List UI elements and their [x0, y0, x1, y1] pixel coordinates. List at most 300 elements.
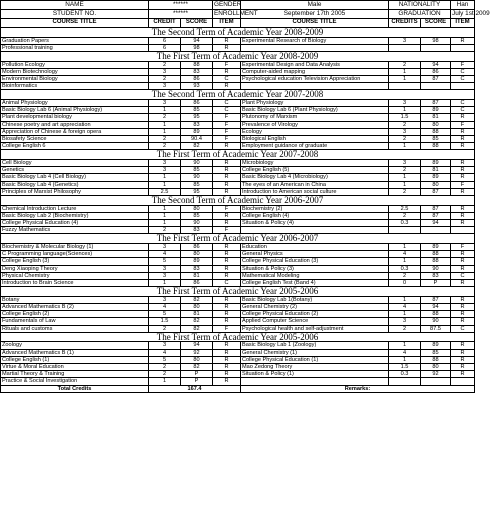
course-score: 85	[181, 181, 213, 188]
course-title: Biosafety Science	[1, 136, 149, 143]
column-header: COURSE TITLE	[1, 19, 149, 28]
course-item: R	[213, 174, 241, 181]
course-item: R	[451, 114, 475, 121]
course-score: 81	[421, 167, 451, 174]
course-item: R	[451, 205, 475, 212]
course-score: 90	[181, 220, 213, 227]
course-credit	[389, 44, 421, 51]
column-header: SCORE	[421, 19, 451, 28]
course-title: General Chemistry (2)	[241, 304, 389, 311]
course-score: 88	[421, 143, 451, 150]
course-title: General Chemistry (1)	[241, 349, 389, 356]
course-title: Experimental Design and Data Analysis	[241, 61, 389, 68]
course-item: R	[213, 364, 241, 371]
info-value: ******	[149, 1, 213, 10]
course-credit: 5	[149, 258, 181, 265]
course-item: C	[451, 76, 475, 83]
course-score: 86	[181, 76, 213, 83]
course-title: Martial Theory & Training	[1, 371, 149, 378]
course-title: College English (1)	[1, 356, 149, 363]
course-credit: 2	[149, 143, 181, 150]
course-title: Botany	[1, 296, 149, 303]
course-title: General Physics	[241, 251, 389, 258]
course-score: 88	[421, 311, 451, 318]
course-item: R	[451, 349, 475, 356]
course-credit: 4	[389, 349, 421, 356]
course-item: R	[213, 356, 241, 363]
course-credit: 1	[389, 68, 421, 75]
term-title: The First Term of Academic Year 2008-2009	[1, 52, 475, 62]
course-score: 83	[181, 68, 213, 75]
course-credit: 1	[389, 174, 421, 181]
course-title: Deng Xiaoping Theory	[1, 265, 149, 272]
course-row	[1, 167, 475, 174]
info-value: Han	[451, 1, 475, 10]
student-info	[1, 1, 490, 19]
totals-row	[1, 385, 475, 392]
course-credit: 1	[389, 107, 421, 114]
course-row	[1, 378, 475, 385]
course-title: Situation & Policy (3)	[241, 265, 389, 272]
course-score: 92	[181, 349, 213, 356]
course-credit: 1	[149, 174, 181, 181]
course-credit: 1	[149, 280, 181, 287]
course-credit: 5	[149, 356, 181, 363]
term-heading-row	[1, 52, 475, 62]
course-score: 87	[421, 188, 451, 195]
total-credits-label: Total Credits	[1, 385, 149, 392]
course-title: College Physical Education (2)	[241, 311, 389, 318]
course-title: Rituals and customs	[1, 325, 149, 332]
course-credit: 3	[389, 128, 421, 135]
info-label: NAME	[1, 1, 149, 10]
course-score: 89	[421, 174, 451, 181]
course-score: 82	[181, 318, 213, 325]
course-item	[451, 378, 475, 385]
course-title: College English Test (Band 4)	[241, 280, 389, 287]
course-credit: 3	[149, 265, 181, 272]
course-row	[1, 121, 475, 128]
course-credit: 1	[389, 258, 421, 265]
course-row	[1, 356, 475, 363]
course-title: The eyes of an American in China	[241, 181, 389, 188]
remarks-label: Remarks:	[241, 385, 475, 392]
course-row	[1, 342, 475, 349]
course-credit: 1	[149, 205, 181, 212]
course-score: 90	[421, 265, 451, 272]
course-title: Basic Biology Lab 1(Botany)	[241, 296, 389, 303]
course-item: F	[451, 181, 475, 188]
term-heading-row	[1, 234, 475, 244]
course-records	[1, 19, 475, 392]
course-score: 87	[421, 205, 451, 212]
course-title: Zoology	[1, 342, 149, 349]
course-item: R	[451, 188, 475, 195]
course-score	[421, 227, 451, 234]
course-score: 89	[181, 128, 213, 135]
course-score: 98	[181, 44, 213, 51]
course-item: R	[451, 356, 475, 363]
course-score: 80	[181, 304, 213, 311]
course-title: Biochemistry & Molecular Biology (1)	[1, 244, 149, 251]
course-score: 87	[421, 212, 451, 219]
course-title: Applied Computer Science	[241, 318, 389, 325]
course-credit: 3	[149, 83, 181, 90]
course-item: R	[213, 37, 241, 44]
course-credit: 3	[389, 100, 421, 107]
course-score: 82	[181, 143, 213, 150]
course-row	[1, 349, 475, 356]
course-item: F	[213, 205, 241, 212]
course-score: 83	[181, 227, 213, 234]
course-title: College Physical Education (1)	[241, 356, 389, 363]
course-title: Situation & Policy (4)	[241, 220, 389, 227]
course-score: 90	[421, 318, 451, 325]
course-credit: 3	[149, 167, 181, 174]
course-row	[1, 244, 475, 251]
course-title: Basic Biology Lab 4 (Cell Biology)	[1, 174, 149, 181]
course-score: 83	[421, 272, 451, 279]
info-value: Male	[241, 1, 389, 10]
course-credit: 3	[149, 244, 181, 251]
course-score: 89	[421, 244, 451, 251]
course-item: R	[213, 265, 241, 272]
course-item: R	[451, 342, 475, 349]
course-credit: 4	[149, 349, 181, 356]
course-title: Experimental Research of Biology	[241, 37, 389, 44]
course-score: 95	[181, 188, 213, 195]
info-row	[1, 1, 475, 10]
course-item: R	[213, 212, 241, 219]
course-credit: 2	[149, 364, 181, 371]
course-title: Microbiology	[241, 160, 389, 167]
course-credit: 5	[149, 311, 181, 318]
course-title: College English 6	[1, 143, 149, 150]
course-title: Chinese poetry and art appreciation	[1, 121, 149, 128]
course-score: 81	[181, 272, 213, 279]
course-item: C	[213, 280, 241, 287]
course-item: R	[213, 167, 241, 174]
course-item: R	[451, 280, 475, 287]
course-item: F	[213, 61, 241, 68]
course-title: Advanced Mathematics B (2)	[1, 304, 149, 311]
column-header: CREDITS	[389, 19, 421, 28]
term-heading-row	[1, 90, 475, 100]
course-title: Mao Zedong Theory	[241, 364, 389, 371]
info-label: ENROLLMENT	[214, 10, 258, 18]
course-credit: 1	[389, 296, 421, 303]
course-item: R	[451, 304, 475, 311]
course-item: R	[213, 371, 241, 378]
course-credit: 1	[149, 128, 181, 135]
course-credit	[389, 83, 421, 90]
course-credit: 1	[389, 76, 421, 83]
course-title: College Physical Education (4)	[1, 220, 149, 227]
course-row	[1, 174, 475, 181]
course-score: 98	[421, 37, 451, 44]
course-credit: 1	[149, 181, 181, 188]
course-title: Introduction to American social culture	[241, 188, 389, 195]
course-item: R	[451, 212, 475, 219]
course-item: F	[213, 227, 241, 234]
course-item: F	[451, 121, 475, 128]
course-score: 90	[181, 174, 213, 181]
course-score: 83	[181, 265, 213, 272]
course-title: Modern Biotechnology	[1, 68, 149, 75]
course-credit: 0.3	[389, 265, 421, 272]
course-title: Plant Physiology	[241, 100, 389, 107]
course-credit: 1	[389, 342, 421, 349]
course-credit: 3	[149, 100, 181, 107]
course-item: R	[451, 296, 475, 303]
course-credit: 2	[149, 76, 181, 83]
course-credit: 2.5	[149, 188, 181, 195]
course-item: R	[213, 378, 241, 385]
course-score: 80	[421, 181, 451, 188]
course-credit: 2	[389, 188, 421, 195]
course-title: Prevalence of Virology	[241, 121, 389, 128]
course-row	[1, 272, 475, 279]
course-item: C	[451, 68, 475, 75]
course-item: R	[213, 251, 241, 258]
info-label: NATIONALITY	[389, 1, 451, 10]
course-credit: 6	[149, 44, 181, 51]
course-title: Employment guidance of graduate	[241, 143, 389, 150]
course-item: R	[451, 160, 475, 167]
course-score: 90.4	[181, 136, 213, 143]
course-row	[1, 37, 475, 44]
course-row	[1, 114, 475, 121]
course-credit: 2	[149, 325, 181, 332]
course-score: 93	[181, 83, 213, 90]
course-score: 89	[421, 342, 451, 349]
course-score: 87	[421, 296, 451, 303]
course-credit: 2	[389, 167, 421, 174]
course-item: C	[451, 100, 475, 107]
course-score: 92	[421, 371, 451, 378]
course-item: R	[213, 349, 241, 356]
course-title: Practice & Social Investigation	[1, 378, 149, 385]
course-score: P	[421, 280, 451, 287]
course-item	[451, 44, 475, 51]
course-title: C Programming language(Sciences)	[1, 251, 149, 258]
course-item: F	[213, 128, 241, 135]
term-title: The First Term of Academic Year 2007-2008	[1, 150, 475, 160]
course-title	[241, 378, 389, 385]
course-credit: 2	[389, 61, 421, 68]
course-score: 90	[181, 160, 213, 167]
course-title: College English (4)	[241, 212, 389, 219]
course-credit: 1.5	[389, 114, 421, 121]
course-row	[1, 76, 475, 83]
course-item: F	[213, 114, 241, 121]
course-score: 80	[181, 251, 213, 258]
course-score: 80	[181, 356, 213, 363]
course-score: 82	[181, 325, 213, 332]
course-row	[1, 107, 475, 114]
course-score: 89	[421, 107, 451, 114]
course-item: R	[451, 258, 475, 265]
term-heading-row	[1, 28, 475, 38]
course-title: Environmental Biology	[1, 76, 149, 83]
course-score: 94	[421, 61, 451, 68]
course-credit: 2.5	[389, 205, 421, 212]
term-title: The Second Term of Academic Year 2007-2008	[1, 90, 475, 100]
course-credit: 0.3	[389, 220, 421, 227]
info-label: GENDER	[214, 1, 242, 8]
course-title: Genetics	[1, 167, 149, 174]
course-title: Chemical Introduction Lecture	[1, 205, 149, 212]
course-score: 80	[421, 121, 451, 128]
course-title: Ecology	[241, 128, 389, 135]
course-title: Physical Chemistry	[1, 272, 149, 279]
course-item: F	[213, 121, 241, 128]
course-title: Fundamentals of Law	[1, 318, 149, 325]
course-credit: 1.5	[389, 364, 421, 371]
course-item: F	[213, 325, 241, 332]
course-row	[1, 160, 475, 167]
course-score: 94	[181, 342, 213, 349]
course-credit: 2	[389, 136, 421, 143]
course-title: College English (2)	[1, 311, 149, 318]
course-item: R	[451, 220, 475, 227]
course-title: Professional training	[1, 44, 149, 51]
course-score: P	[181, 371, 213, 378]
term-title: The First Term of Academic Year 2005-2006	[1, 287, 475, 297]
course-item: R	[213, 296, 241, 303]
info-value: September 17th 2005	[241, 10, 389, 19]
course-credit: 1	[149, 212, 181, 219]
course-score: 95	[181, 114, 213, 121]
course-title: College Physical Education (3)	[241, 258, 389, 265]
course-item: R	[451, 265, 475, 272]
course-title: Graduation Papers	[1, 37, 149, 44]
course-score: 86	[181, 244, 213, 251]
course-credit: 0	[389, 280, 421, 287]
course-item: R	[213, 68, 241, 75]
course-item: C	[451, 272, 475, 279]
course-score: 83	[181, 121, 213, 128]
term-title: The First Term of Academic Year 2006-2007	[1, 234, 475, 244]
course-item: R	[213, 244, 241, 251]
course-item: C	[213, 107, 241, 114]
course-score: 81	[421, 114, 451, 121]
course-title: Virtue & Moral Education	[1, 364, 149, 371]
course-item	[451, 83, 475, 90]
course-title: College English (5)	[241, 167, 389, 174]
course-item: R	[213, 160, 241, 167]
course-row	[1, 68, 475, 75]
course-title: Basic Biology Lab 4 (Genetics)	[1, 181, 149, 188]
course-credit: 0.3	[389, 371, 421, 378]
course-credit: 4	[389, 251, 421, 258]
column-header: SCORE	[181, 19, 213, 28]
course-item: R	[451, 364, 475, 371]
course-score: 86	[421, 68, 451, 75]
course-item: R	[451, 318, 475, 325]
course-item: R	[213, 143, 241, 150]
course-score: 88	[421, 258, 451, 265]
course-credit: 2	[149, 371, 181, 378]
course-title: Plant developmental biology	[1, 114, 149, 121]
course-item: R	[213, 258, 241, 265]
course-row	[1, 128, 475, 135]
course-item: R	[213, 83, 241, 90]
course-title: Animal Physiology	[1, 100, 149, 107]
term-heading-row	[1, 150, 475, 160]
course-score	[421, 44, 451, 51]
course-item: C	[451, 325, 475, 332]
course-credit: 1	[389, 181, 421, 188]
course-title: Cell Biology	[1, 160, 149, 167]
course-item: R	[213, 220, 241, 227]
course-item: R	[213, 318, 241, 325]
course-score: 88	[421, 128, 451, 135]
course-row	[1, 258, 475, 265]
course-title: Advanced Mathematics B (1)	[1, 349, 149, 356]
course-title: Biochemistry (2)	[241, 205, 389, 212]
course-item: R	[451, 174, 475, 181]
course-credit: 2	[149, 61, 181, 68]
course-item: R	[451, 136, 475, 143]
course-row	[1, 100, 475, 107]
course-score: 85	[181, 212, 213, 219]
course-score: 85	[181, 107, 213, 114]
course-title: Biological English	[241, 136, 389, 143]
course-title: Basic Biology Lab 1 (Zoology)	[241, 342, 389, 349]
course-score: 87	[421, 76, 451, 83]
course-title: Principles of Marxist Philosophy	[1, 188, 149, 195]
course-score: 82	[181, 364, 213, 371]
course-score: 85	[181, 167, 213, 174]
column-header: COURSE TITLE	[241, 19, 389, 28]
course-title: Basic Biology Lab 2 (Biochemistry)	[1, 212, 149, 219]
course-item: R	[451, 311, 475, 318]
course-score: 94	[421, 304, 451, 311]
course-credit: 1	[149, 378, 181, 385]
course-score: 82	[181, 296, 213, 303]
course-score: 86	[181, 100, 213, 107]
course-credit: 1.5	[149, 318, 181, 325]
course-credit: 1	[149, 107, 181, 114]
course-score: 87	[421, 100, 451, 107]
course-title: Computer-aided mapping	[241, 68, 389, 75]
course-credit: 2	[389, 121, 421, 128]
info-value: July 1st 2009	[452, 10, 490, 18]
course-row	[1, 364, 475, 371]
course-score: 94	[181, 37, 213, 44]
course-item: C	[213, 100, 241, 107]
course-title: Introduction to Brain Science	[1, 280, 149, 287]
course-credit: 6	[149, 37, 181, 44]
course-credit: 3	[149, 296, 181, 303]
course-credit: 2	[389, 212, 421, 219]
course-credit: 2	[149, 136, 181, 143]
course-score: 81	[181, 311, 213, 318]
course-credit	[389, 378, 421, 385]
course-score: P	[181, 378, 213, 385]
course-row	[1, 181, 475, 188]
course-score: 87.5	[421, 325, 451, 332]
course-credit: 4	[149, 304, 181, 311]
course-row	[1, 296, 475, 303]
course-item: R	[451, 251, 475, 258]
course-score: 85	[421, 349, 451, 356]
course-item: R	[213, 272, 241, 279]
column-header: ITEM	[451, 19, 475, 28]
course-item: R	[213, 304, 241, 311]
course-title: Situation & Policy (1)	[241, 371, 389, 378]
